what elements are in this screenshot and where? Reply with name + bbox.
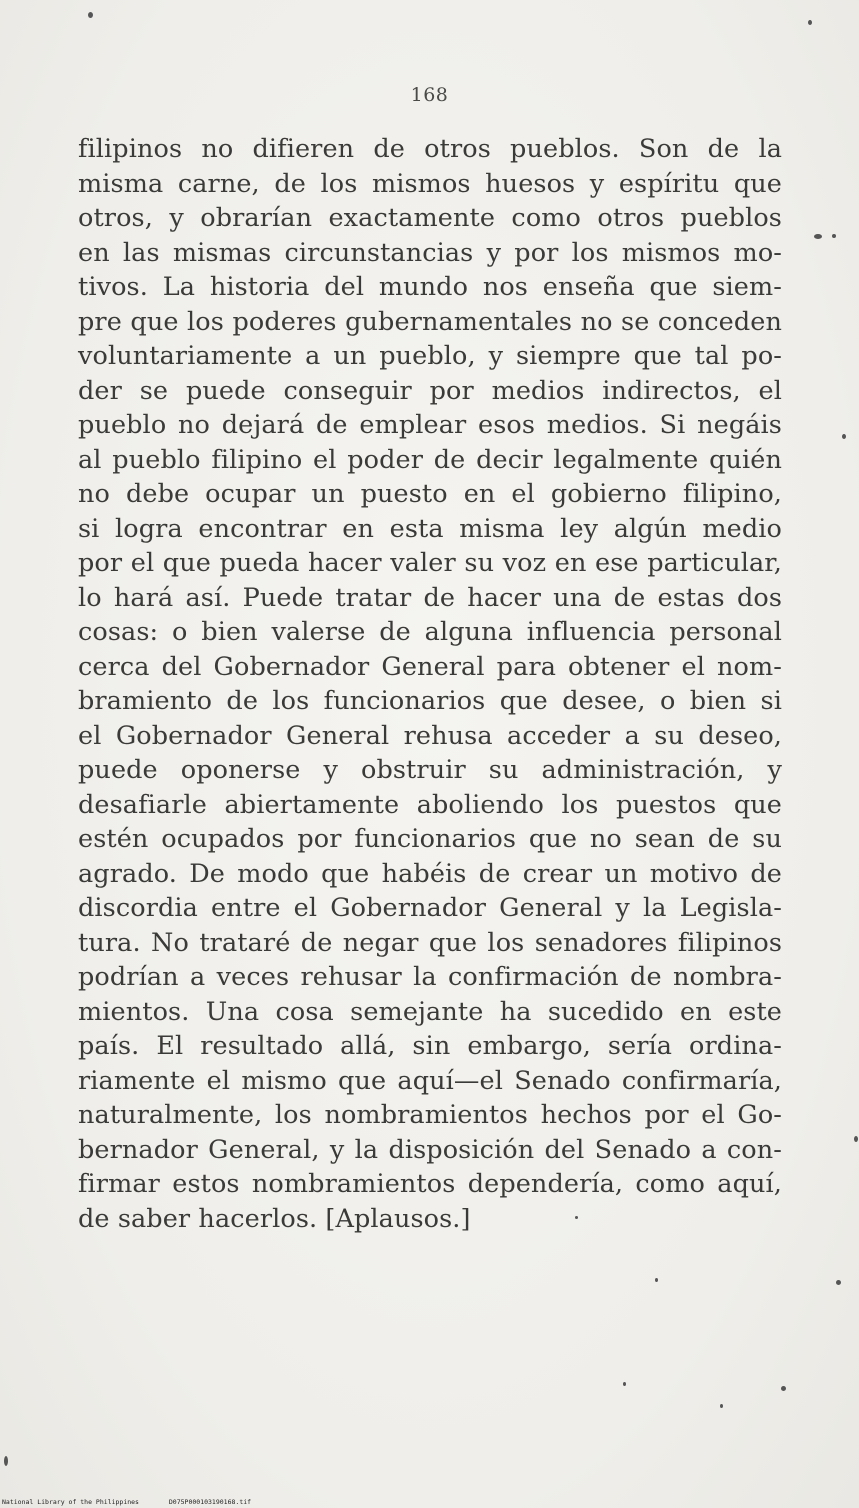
text-line: filipinos no difieren de otros pueblos. Son de la bbox=[78, 134, 782, 164]
text-line: otros, y obrarían exactamente como otros pueblos bbox=[78, 203, 782, 233]
text-line: de saber hacerlos. [Aplausos.] bbox=[78, 1203, 471, 1234]
scan-speck bbox=[623, 1382, 626, 1386]
scan-speck bbox=[836, 1280, 841, 1285]
text-line: cosas: o bien valerse de alguna influencia personal bbox=[78, 617, 782, 647]
text-line: en las mismas circunstancias y por los mismos mo- bbox=[78, 237, 782, 268]
text-line: agrado. De modo que habéis de crear un motivo de bbox=[78, 858, 782, 889]
scan-speck bbox=[814, 234, 822, 239]
scan-speck bbox=[808, 20, 812, 25]
text-line: el Gobernador General rehusa acceder a su deseo, bbox=[78, 720, 782, 751]
text-line: discordia entre el Gobernador General y la Legisla- bbox=[78, 893, 782, 923]
scan-speck bbox=[854, 1136, 858, 1142]
body-text bbox=[78, 132, 782, 1236]
text-line: podrían a veces rehusar la confirmación de nombra- bbox=[78, 962, 782, 992]
scan-speck bbox=[842, 434, 846, 439]
text-line: firmar estos nombramientos dependería, como aquí, bbox=[78, 1169, 782, 1199]
scan-speck bbox=[720, 1404, 723, 1408]
text-line: desafiarle abiertamente aboliendo los puestos que bbox=[78, 789, 782, 820]
text-line: puede oponerse y obstruir su administración, y bbox=[78, 755, 782, 785]
text-line: no debe ocupar un puesto en el gobierno filipino, bbox=[78, 479, 782, 509]
file-identifier: D075P000103190168.tif bbox=[168, 1498, 252, 1506]
text-line: tivos. La historia del mundo nos enseña que siem- bbox=[78, 272, 782, 302]
scan-speck bbox=[88, 12, 93, 18]
text-line: bramiento de los funcionarios que desee, o bien si bbox=[78, 686, 782, 716]
text-line: pre que los poderes gubernamentales no se conceden bbox=[78, 306, 782, 337]
text-line: si logra encontrar en esta misma ley algún medio bbox=[78, 513, 782, 544]
scan-footer bbox=[2, 1498, 277, 1506]
library-credit: National Library of the Philippines bbox=[2, 1498, 139, 1506]
scan-speck bbox=[4, 1456, 8, 1466]
text-line: tura. No trataré de negar que los senadores filipinos bbox=[78, 927, 782, 958]
text-line: lo hará así. Puede tratar de hacer una de estas dos bbox=[78, 582, 782, 613]
text-line: estén ocupados por funcionarios que no sean de su bbox=[78, 824, 782, 854]
scan-speck bbox=[781, 1386, 786, 1391]
text-line: mientos. Una cosa semejante ha sucedido en este bbox=[78, 996, 782, 1027]
text-line: país. El resultado allá, sin embargo, sería ordina- bbox=[78, 1031, 782, 1061]
page-number: 168 bbox=[410, 84, 449, 106]
text-line: riamente el mismo que aquí—el Senado confirmaría, bbox=[78, 1065, 782, 1096]
scan-speck bbox=[655, 1278, 658, 1282]
text-line: cerca del Gobernador General para obtener el nom- bbox=[78, 651, 782, 682]
text-line: al pueblo filipino el poder de decir legalmente quién bbox=[78, 444, 782, 475]
scan-speck bbox=[575, 1216, 578, 1219]
text-line: por el que pueda hacer valer su voz en ese particular, bbox=[78, 548, 782, 578]
text-line: bernador General, y la disposición del Senado a con- bbox=[78, 1134, 782, 1165]
scan-speck bbox=[832, 234, 836, 238]
text-line: voluntariamente a un pueblo, y siempre que tal po- bbox=[78, 341, 782, 371]
text-line: misma carne, de los mismos huesos y espíritu que bbox=[78, 168, 782, 199]
text-line: naturalmente, los nombramientos hechos por el Go- bbox=[78, 1100, 782, 1130]
text-line: der se puede conseguir por medios indirectos, el bbox=[78, 375, 782, 406]
text-line: pueblo no dejará de emplear esos medios. Si negáis bbox=[78, 410, 782, 440]
